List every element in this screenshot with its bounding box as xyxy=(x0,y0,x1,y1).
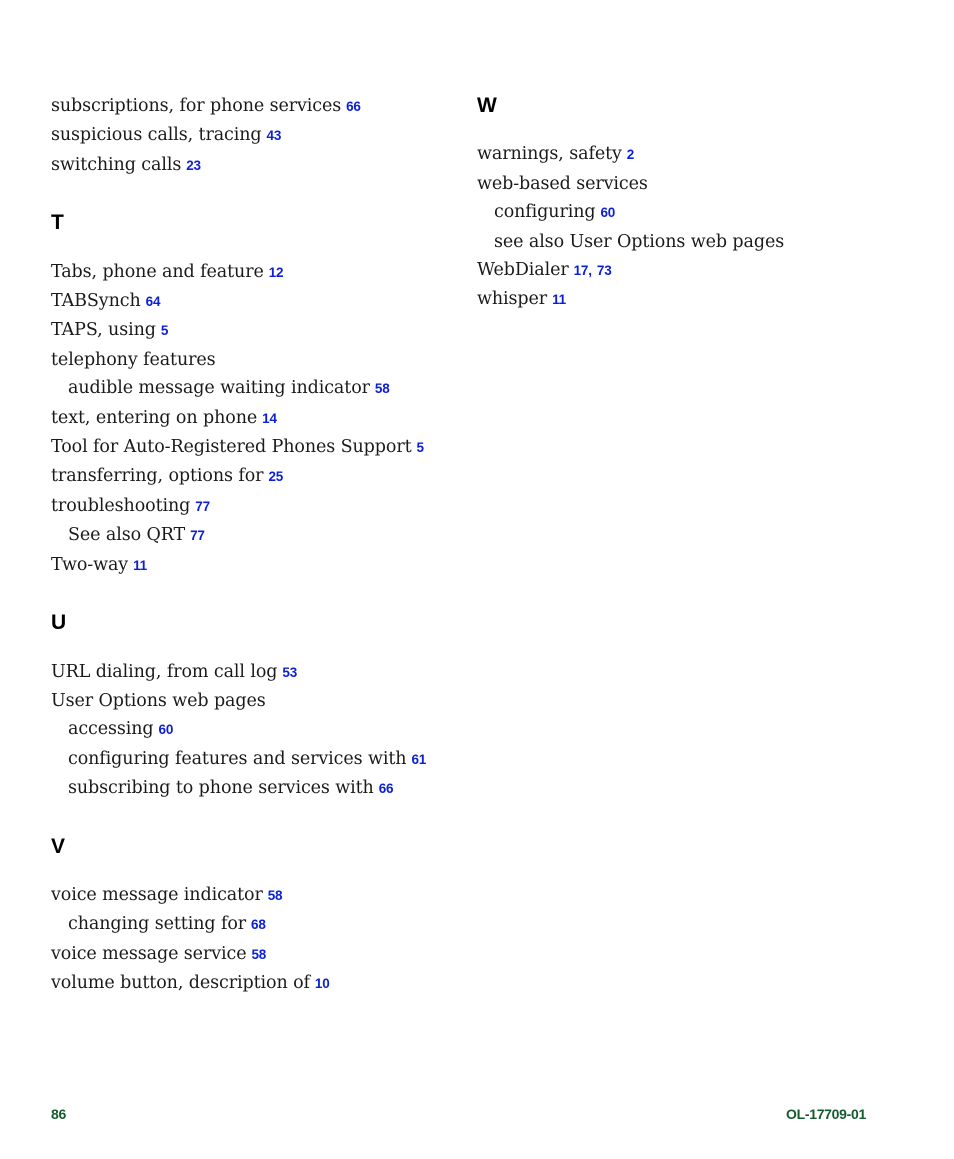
index-term: configuring features and services with xyxy=(68,748,407,769)
index-subentry xyxy=(51,774,451,803)
page-link[interactable]: 60 xyxy=(158,722,174,738)
page-link[interactable]: 11 xyxy=(133,557,147,573)
page-link[interactable]: 77 xyxy=(195,498,210,514)
index-entry xyxy=(477,285,917,314)
page-link[interactable]: 10 xyxy=(314,976,330,992)
page-link[interactable]: 14 xyxy=(262,410,277,426)
index-entry xyxy=(51,92,451,121)
index-term: troubleshooting xyxy=(51,495,191,516)
page-link[interactable]: 64 xyxy=(145,294,161,310)
index-entry xyxy=(51,462,451,491)
index-term: subscriptions, for phone services xyxy=(51,96,342,116)
index-term: telephony features xyxy=(51,349,216,370)
index-term: web-based services xyxy=(477,173,648,194)
index-entry xyxy=(51,433,451,462)
index-term: accessing xyxy=(68,719,154,740)
index-entry xyxy=(51,316,451,345)
index-term: User Options web pages xyxy=(51,690,266,711)
index-entry xyxy=(51,258,451,287)
page-link[interactable]: 5 xyxy=(160,323,169,339)
page-link[interactable]: 58 xyxy=(251,946,267,962)
index-entry xyxy=(51,151,451,180)
footer-doc-id: OL-17709-01 xyxy=(786,1106,866,1122)
index-term: volume button, description of xyxy=(51,973,310,994)
page-link[interactable]: 77 xyxy=(190,528,205,544)
page-link[interactable]: 66 xyxy=(346,99,361,114)
index-column-right xyxy=(477,92,917,315)
index-term: Two-way xyxy=(51,554,129,575)
index-subentry xyxy=(51,521,451,550)
page-link[interactable]: 11 xyxy=(552,292,566,308)
index-term: voice message indicator xyxy=(51,884,263,905)
index-subentry xyxy=(477,198,917,227)
index-term: WebDialer xyxy=(477,260,569,281)
footer-page-number: 86 xyxy=(51,1106,66,1122)
page-link[interactable]: 2 xyxy=(626,147,635,163)
index-entry xyxy=(51,121,451,150)
index-term: configuring xyxy=(494,202,596,223)
index-entry xyxy=(51,492,451,521)
page-link[interactable]: 68 xyxy=(251,917,266,933)
page-link[interactable]: 23 xyxy=(186,157,201,173)
page-link[interactable]: 58 xyxy=(374,381,390,397)
index-term: audible message waiting indicator xyxy=(68,378,370,399)
index-entry xyxy=(51,687,451,715)
page-link[interactable]: 61 xyxy=(411,751,427,767)
index-term: whisper xyxy=(477,289,548,310)
index-term: TABSynch xyxy=(51,291,141,312)
section-letter-t: T xyxy=(51,211,64,235)
index-entry xyxy=(477,140,917,169)
index-entry xyxy=(51,658,451,687)
index-entry xyxy=(51,346,451,374)
index-subentry xyxy=(51,374,451,403)
section-letter-w: W xyxy=(477,94,497,117)
index-subentry xyxy=(477,228,917,256)
page-separator: , xyxy=(588,263,592,279)
index-term: text, entering on phone xyxy=(51,407,258,428)
page-link[interactable]: 73 xyxy=(596,263,612,279)
page-link[interactable]: 66 xyxy=(378,781,394,797)
page-link[interactable]: 12 xyxy=(268,264,284,280)
index-term: switching calls xyxy=(51,154,182,175)
section-letter-v: V xyxy=(51,834,66,858)
index-term: subscribing to phone services with xyxy=(68,778,374,799)
index-term: URL dialing, from call log xyxy=(51,661,278,682)
index-term: voice message service xyxy=(51,943,247,964)
index-entry xyxy=(51,287,451,316)
page-link[interactable]: 5 xyxy=(416,440,424,456)
index-term: Tabs, phone and feature xyxy=(51,261,264,282)
index-term: suspicious calls, tracing xyxy=(51,125,262,146)
page-link[interactable]: 53 xyxy=(282,664,298,680)
index-entry xyxy=(477,170,917,198)
index-entry xyxy=(477,256,917,285)
index-entry xyxy=(51,551,451,580)
index-entry xyxy=(51,969,451,998)
index-column-left xyxy=(51,92,451,999)
index-term: transferring, options for xyxy=(51,466,264,487)
index-entry xyxy=(51,404,451,433)
index-entry xyxy=(51,881,451,910)
index-subentry xyxy=(51,745,451,774)
index-term: warnings, safety xyxy=(477,144,622,165)
index-entry xyxy=(51,940,451,969)
index-term: see also User Options web pages xyxy=(494,231,785,252)
section-letter-u: U xyxy=(51,611,67,635)
index-term: Tool for Auto-Registered Phones Support xyxy=(51,437,412,458)
index-term: See also QRT xyxy=(68,525,186,546)
page-link[interactable]: 17 xyxy=(573,263,589,279)
index-term: TAPS, using xyxy=(51,320,156,341)
page-link[interactable]: 58 xyxy=(267,887,283,903)
index-term: changing setting for xyxy=(68,914,247,935)
page-link[interactable]: 43 xyxy=(266,128,282,144)
page-link[interactable]: 25 xyxy=(268,469,284,485)
page-link[interactable]: 60 xyxy=(600,205,616,221)
index-subentry xyxy=(51,715,451,744)
index-subentry xyxy=(51,910,451,939)
